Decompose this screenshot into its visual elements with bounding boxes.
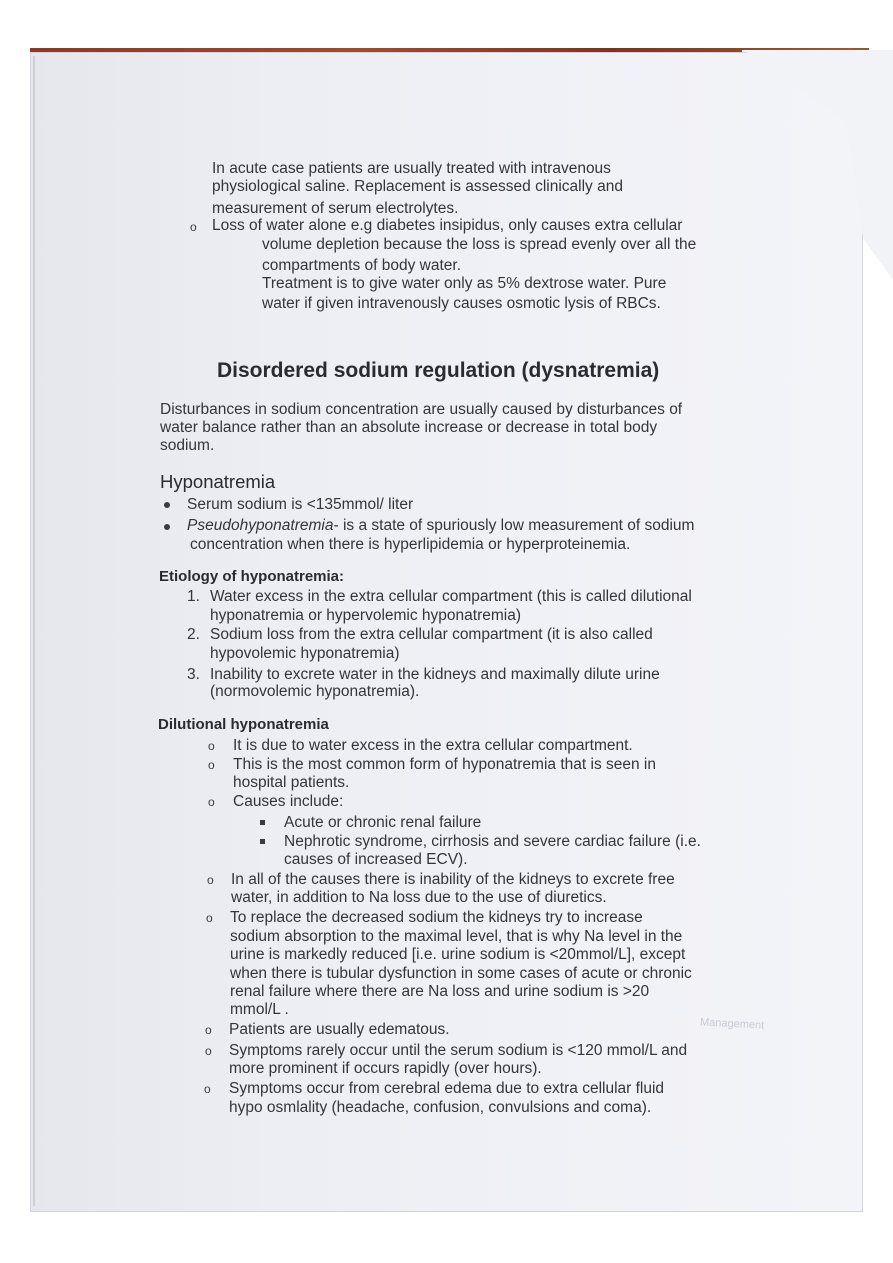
list-number: 1. bbox=[187, 588, 200, 605]
square-bullet bbox=[260, 839, 265, 844]
list-item: It is due to water excess in the extra cellular compartment. bbox=[233, 737, 633, 754]
term-definition: - is a state of spuriously low measurement of sodium bbox=[333, 517, 695, 534]
sub-list-item: causes of increased ECV). bbox=[284, 851, 468, 868]
list-item: mmol/L . bbox=[230, 1001, 289, 1018]
list-item: hypovolemic hyponatremia) bbox=[210, 645, 400, 662]
page-edge bbox=[33, 56, 35, 1206]
paragraph-line: Disturbances in sodium concentration are usually caused by disturbances of bbox=[160, 401, 683, 418]
hollow-bullet: o bbox=[190, 220, 197, 234]
list-item: hyponatremia or hypervolemic hyponatremia) bbox=[210, 607, 522, 624]
intro-line: Treatment is to give water only as 5% dextrose water. Pure bbox=[262, 275, 667, 292]
hollow-bullet: o bbox=[208, 795, 215, 809]
subsection-title: Dilutional hyponatremia bbox=[158, 716, 329, 733]
intro-line: compartments of body water. bbox=[262, 257, 462, 274]
hollow-bullet: o bbox=[205, 1044, 212, 1058]
list-item: Causes include: bbox=[233, 793, 344, 810]
list-item: hypo osmlality (headache, confusion, convulsions and coma). bbox=[229, 1099, 652, 1116]
list-number: 2. bbox=[187, 626, 200, 643]
list-number: 3. bbox=[187, 666, 200, 683]
section-title: Disordered sodium regulation (dysnatremia) bbox=[217, 359, 660, 382]
list-item: water, in addition to Na loss due to the use of diuretics. bbox=[231, 889, 607, 906]
list-item: Symptoms rarely occur until the serum sodium is <120 mmol/L and bbox=[229, 1042, 688, 1059]
subsection-title: Hyponatremia bbox=[160, 471, 276, 492]
bullet-text bbox=[187, 517, 694, 535]
hollow-bullet: o bbox=[207, 873, 214, 887]
list-item: (normovolemic hyponatremia). bbox=[210, 683, 420, 700]
list-item: when there is tubular dysfunction in some cases of acute or chronic bbox=[230, 965, 692, 982]
intro-line: physiological saline. Replacement is assessed clinically and bbox=[212, 178, 623, 195]
list-item: Water excess in the extra cellular compartment (this is called dilutional bbox=[210, 588, 692, 605]
bullet-dot bbox=[164, 502, 170, 508]
list-item: Patients are usually edematous. bbox=[229, 1021, 450, 1038]
sub-list-item: Acute or chronic renal failure bbox=[284, 814, 482, 831]
list-item: Sodium loss from the extra cellular compartment (it is also called bbox=[210, 626, 653, 643]
sub-list-item: Nephrotic syndrome, cirrhosis and severe cardiac failure (i.e. bbox=[284, 833, 701, 850]
paragraph-line: sodium. bbox=[160, 437, 215, 454]
bleed-through-text: Management bbox=[699, 1016, 765, 1032]
list-item: hospital patients. bbox=[233, 774, 350, 791]
intro-line: volume depletion because the loss is spread evenly over all the bbox=[262, 236, 697, 253]
list-item: more prominent if occurs rapidly (over hours). bbox=[229, 1060, 542, 1077]
hollow-bullet: o bbox=[206, 911, 213, 925]
intro-line: In acute case patients are usually treated with intravenous bbox=[212, 160, 611, 177]
intro-line: Loss of water alone e.g diabetes insipidus, only causes extra cellular bbox=[212, 217, 683, 234]
subsection-title: Etiology of hyponatremia: bbox=[159, 568, 345, 585]
list-item: renal failure where there are Na loss and urine sodium is >20 bbox=[230, 983, 650, 1000]
bullet-dot bbox=[164, 524, 170, 530]
intro-line: water if given intravenously causes osmotic lysis of RBCs. bbox=[262, 295, 661, 312]
bullet-text: Serum sodium is <135mmol/ liter bbox=[187, 496, 414, 513]
hollow-bullet: o bbox=[208, 739, 215, 753]
square-bullet bbox=[260, 820, 265, 825]
hollow-bullet: o bbox=[205, 1023, 212, 1037]
intro-line: measurement of serum electrolytes. bbox=[212, 200, 459, 217]
term-italic: Pseudohyponatremia bbox=[187, 517, 334, 534]
list-item: urine is markedly reduced [i.e. urine sodium is <20mmol/L], except bbox=[230, 946, 686, 963]
list-item: Inability to excrete water in the kidneys and maximally dilute urine bbox=[210, 666, 660, 683]
list-item: This is the most common form of hyponatremia that is seen in bbox=[233, 756, 656, 773]
list-item: To replace the decreased sodium the kidneys try to increase bbox=[230, 909, 643, 926]
bullet-text: concentration when there is hyperlipidemia or hyperproteinemia. bbox=[190, 536, 631, 553]
hollow-bullet: o bbox=[208, 758, 215, 772]
paragraph-line: water balance rather than an absolute increase or decrease in total body bbox=[160, 419, 658, 436]
list-item: Symptoms occur from cerebral edema due to extra cellular fluid bbox=[229, 1080, 665, 1097]
hollow-bullet: o bbox=[204, 1082, 211, 1096]
list-item: In all of the causes there is inability of the kidneys to excrete free bbox=[231, 871, 675, 888]
list-item: sodium absorption to the maximal level, that is why Na level in the bbox=[230, 928, 683, 945]
